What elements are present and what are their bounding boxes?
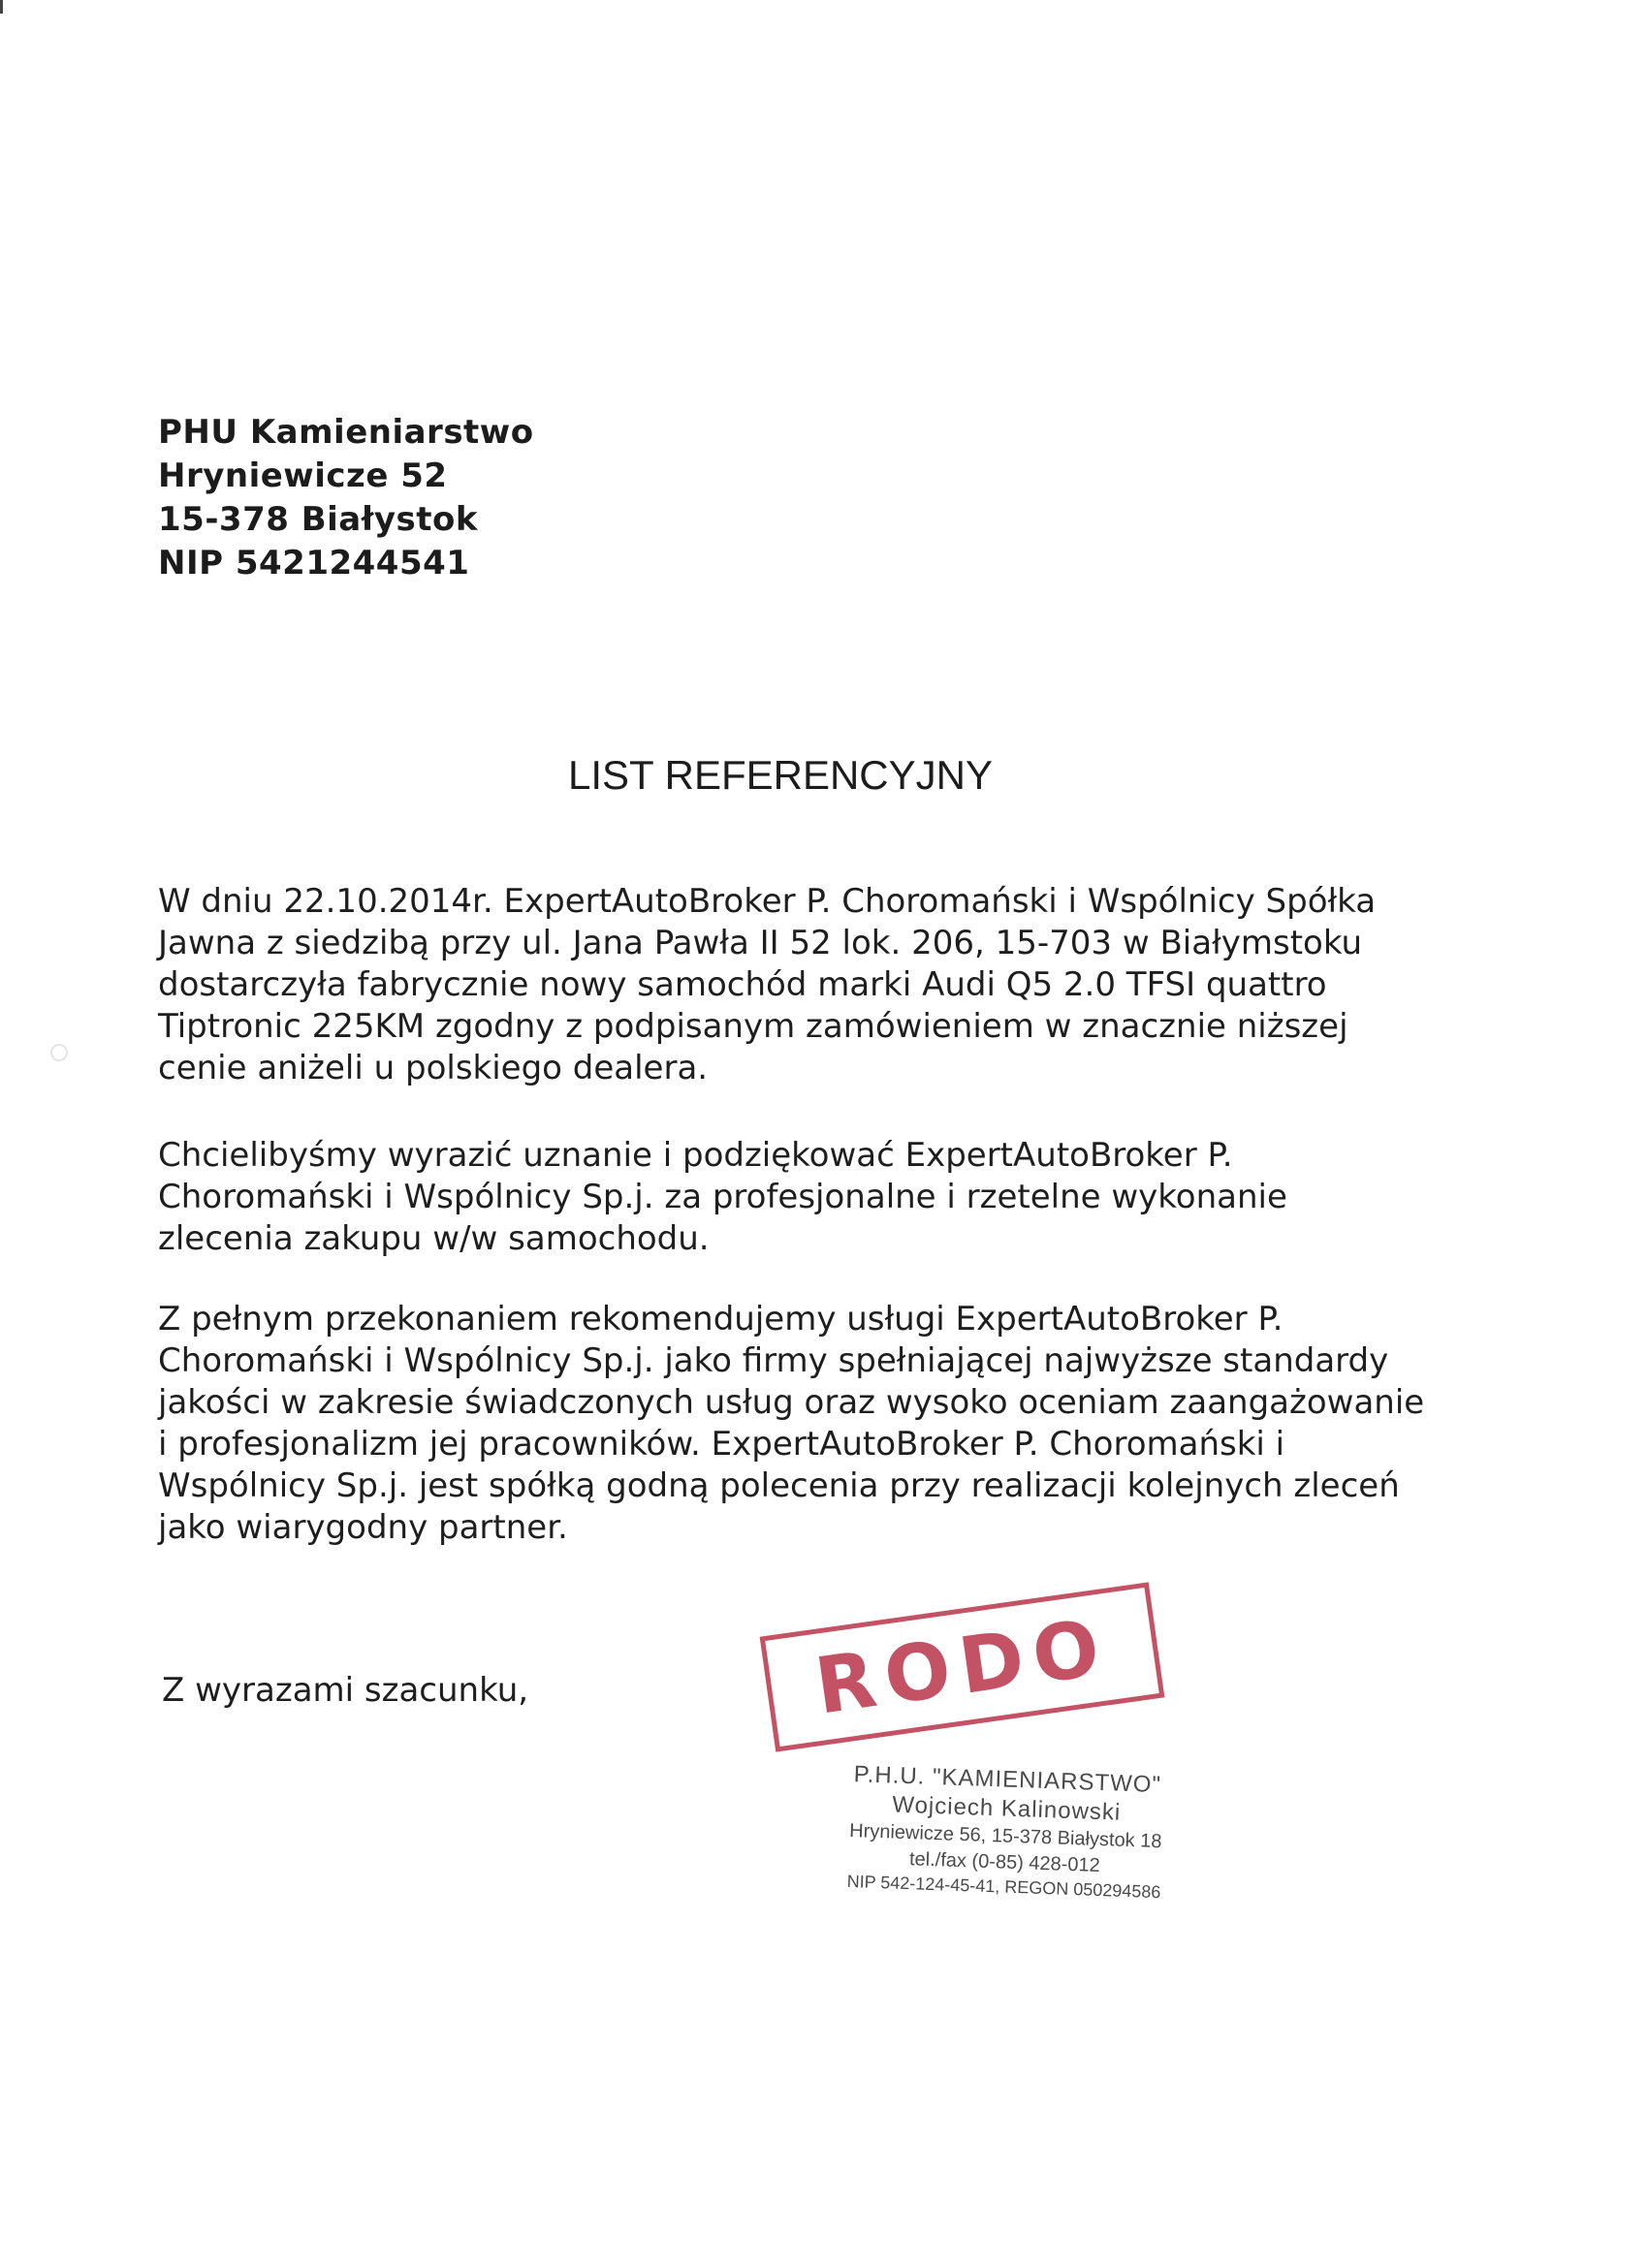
paragraph-line: Choromański i Wspólnicy Sp.j. za profesjonalne i rzetelne wykonanie — [158, 1178, 1287, 1216]
scan-corner-mark — [0, 0, 3, 14]
company-stamp-name: P.H.U. "KAMIENIARSTWO" — [853, 1761, 1162, 1799]
paragraph-recommendation — [158, 1299, 1424, 1549]
rodo-stamp-text: RODO — [809, 1601, 1115, 1732]
paragraph-thanks — [158, 1135, 1287, 1260]
paragraph-line: Jawna z siedzibą przy ul. Jana Pawła II 52 lok. 206, 15-703 w Białymstoku — [158, 924, 1363, 962]
paragraph-line: dostarczyła fabrycznie nowy samochód marki Audi Q5 2.0 TFSI quattro — [158, 965, 1327, 1004]
company-stamp-ids: NIP 542-124-45-41, REGON 050294586 — [846, 1871, 1161, 1903]
paragraph-line: Chcielibyśmy wyrazić uznanie i podziękować ExpertAutoBroker P. — [158, 1136, 1233, 1175]
sender-address-block — [158, 411, 534, 585]
paragraph-line: zlecenia zakupu w/w samochodu. — [158, 1219, 710, 1258]
company-stamp-address: Hryniewicze 56, 15-378 Białystok 18 — [848, 1819, 1162, 1853]
company-stamp-owner: Wojciech Kalinowski — [891, 1791, 1122, 1826]
sender-street: Hryniewicze 52 — [158, 457, 448, 495]
paragraph-delivery — [158, 881, 1376, 1089]
sender-city: 15-378 Białystok — [158, 500, 478, 539]
paragraph-line: jako wiarygodny partner. — [158, 1508, 568, 1547]
scan-artifact — [50, 1044, 68, 1061]
company-stamp — [819, 1759, 1192, 1906]
paragraph-line: jakości w zakresie świadczonych usług oraz wysoko oceniam zaangażowanie — [158, 1383, 1425, 1422]
paragraph-line: W dniu 22.10.2014r. ExpertAutoBroker P. Choromański i Wspólnicy Spółka — [158, 882, 1377, 921]
paragraph-line: cenie aniżeli u polskiego dealera. — [158, 1049, 709, 1087]
company-stamp-phone: tel./fax (0-85) 428-012 — [908, 1848, 1101, 1876]
document-title: LIST REFERENCYJNY — [568, 752, 993, 798]
paragraph-line: Z pełnym przekonaniem rekomendujemy usługi ExpertAutoBroker P. — [158, 1300, 1284, 1339]
paragraph-line: Wspólnicy Sp.j. jest spółką godną polecenia przy realizacji kolejnych zleceń — [158, 1466, 1400, 1505]
rodo-redaction-stamp — [760, 1582, 1165, 1751]
sender-name: PHU Kamieniarstwo — [158, 413, 534, 452]
paragraph-line: Tiptronic 225KM zgodny z podpisanym zamówieniem w znacznie niższej — [158, 1007, 1348, 1046]
closing-salutation: Z wyrazami szacunku, — [162, 1671, 529, 1710]
sender-nip: NIP 5421244541 — [158, 544, 470, 583]
paragraph-line: Choromański i Wspólnicy Sp.j. jako firmy spełniającej najwyższe standardy — [158, 1341, 1389, 1380]
paragraph-line: i profesjonalizm jej pracowników. ExpertAutoBroker P. Choromański i — [158, 1425, 1285, 1464]
